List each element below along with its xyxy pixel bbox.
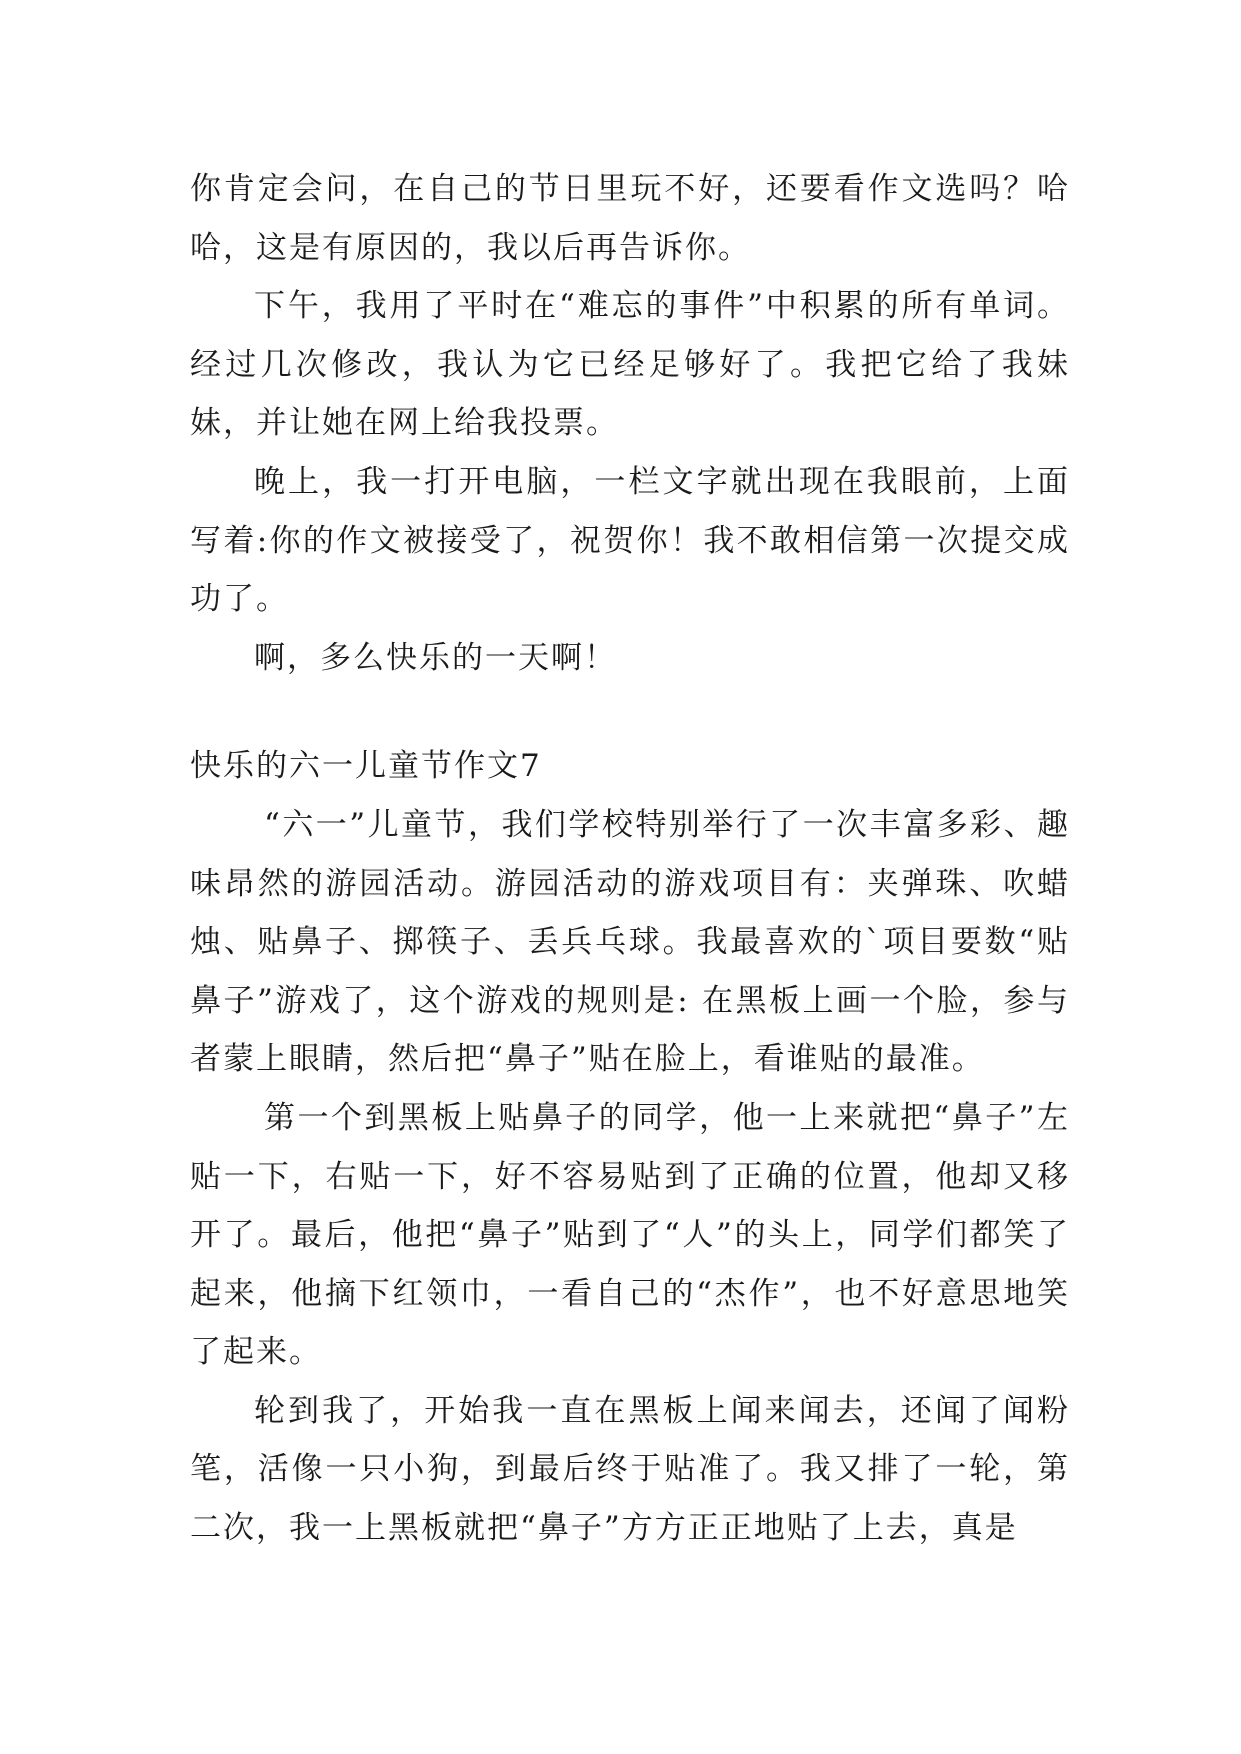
section-gap <box>190 687 1070 737</box>
paragraph-evening: 晚上，我一打开电脑，一栏文字就出现在我眼前，上面写着:你的作文被接受了，祝贺你！我不敢相信第一次提交成功了。 <box>190 463 1070 618</box>
paragraph-first-classmate: 第一个到黑板上贴鼻子的同学，他一上来就把“鼻子”左贴一下，右贴一下，好不容易贴到了正确的位置，他却又移开了。最后，他把“鼻子”贴到了“人”的头上，同学们都笑了起来，他摘下红领巾，一看自己的“杰作”，也不好意思地笑了起来。 <box>190 1099 1070 1371</box>
paragraph-continued: 你肯定会问，在自己的节日里玩不好，还要看作文选吗？哈哈，这是有原因的，我以后再告诉你。 <box>190 171 1070 266</box>
document-page <box>190 160 1070 1558</box>
paragraph-intro: “六一”儿童节，我们学校特别举行了一次丰富多彩、趣味昂然的游园活动。游园活动的游戏项目有：夹弹珠、吹蜡烛、贴鼻子、掷筷子、丢兵乓球。我最喜欢的`项目要数“贴鼻子”游戏了，这个游戏的规则是: 在黑板上画一个脸，参与者蒙上眼睛，然后把“鼻子”贴在脸上，看谁贴的最准。 <box>190 806 1070 1078</box>
paragraph-my-turn: 轮到我了，开始我一直在黑板上闻来闻去，还闻了闻粉笔，活像一只小狗，到最后终于贴准了。我又排了一轮，第二次，我一上黑板就把“鼻子”方方正正地贴了上去，真是 <box>190 1392 1070 1547</box>
section-title: 快乐的六一儿童节作文7 <box>190 748 542 785</box>
paragraph-happy-day: 啊，多么快乐的一天啊！ <box>254 639 617 676</box>
paragraph-afternoon: 下午，我用了平时在“难忘的事件”中积累的所有单词。经过几次修改，我认为它已经足够好了。我把它给了我妹妹，并让她在网上给我投票。 <box>190 288 1070 442</box>
